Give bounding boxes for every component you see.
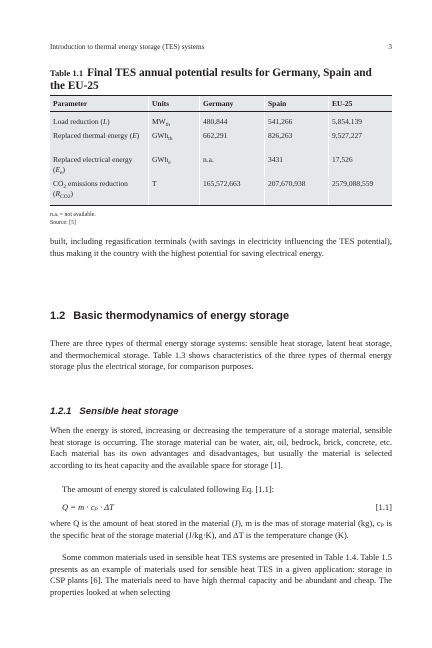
cell-germany: n.a. (200, 153, 265, 177)
equation (62, 502, 392, 514)
header-eu25: EU-25 (329, 96, 393, 112)
table-row (50, 153, 392, 177)
header-parameter: Parameter (50, 96, 149, 112)
cell-spain: 826,263 (265, 129, 329, 153)
cell-parameter: Load reduction (L) (53, 117, 110, 126)
cell-unit: $MW_{th}$ (149, 112, 200, 130)
cell-germany: 480,844 (200, 112, 265, 130)
cell-spain: 541,266 (265, 112, 329, 130)
cell-eu25: 17,526 (329, 153, 393, 177)
table-source: Source: [5] (50, 220, 76, 226)
section-title: Basic thermodynamics of energy storage (73, 310, 290, 322)
cell-parameter: Replaced electrical energy $(E_e)$ (53, 155, 133, 176)
running-head-title: Introduction to thermal energy storage (TES) systems (50, 43, 205, 51)
equation-number: [1.1] (375, 502, 392, 512)
cell-unit: GWh$_e$ (149, 153, 200, 177)
body-paragraph: The amount of energy stored is calculated following Eq. [1.1]: (62, 484, 275, 494)
table-label: Table 1.1 (50, 68, 84, 78)
cell-germany: 165,572,663 (200, 177, 265, 205)
running-head (50, 43, 392, 53)
cell-eu25: 2579,088,559 (329, 177, 393, 205)
body-paragraph: built, including regasification terminals (with savings in electricity influencing the TES potential), thus making it the country with the highest potential for saving electrical energy. (50, 236, 392, 258)
cell-unit: T (149, 177, 200, 205)
table-row (50, 112, 392, 130)
section-heading (50, 310, 289, 322)
header-germany: Germany (200, 96, 265, 112)
cell-spain: 3431 (265, 153, 329, 177)
cell-eu25: 9,527,227 (329, 129, 393, 153)
section-number: 1.2 (50, 310, 66, 322)
table-note-na: n.a. = not available. (50, 212, 96, 218)
table-notes (50, 211, 96, 227)
cell-unit: GWh$_{th}$ (149, 129, 200, 153)
subsection-heading (50, 406, 179, 417)
table-row (50, 177, 392, 205)
table-header-row (50, 96, 392, 112)
table-caption (50, 66, 380, 92)
results-table (50, 95, 392, 206)
page-number: 3 (388, 43, 392, 51)
cell-spain: 207,670,938 (265, 177, 329, 205)
body-paragraph: where Q is the amount of heat stored in the material (J), m is the mas of storage material (kg), cₚ is the specific heat of the storage material (J/kg·K), and ΔT is the temperature change (K). (50, 518, 392, 540)
equation-body: Q = m · cₚ · ΔT (62, 502, 114, 512)
header-units: Units (149, 96, 200, 112)
body-paragraph: Some common materials used in sensible heat TES systems are presented in Table 1.4. Table 1.5 presents as an example of materials used for sensible heat TES in a given application: storage in CSP plants [6]. The materials need to have high thermal capacity and be abundant and cheap. The properties looked at when selecting (50, 552, 392, 597)
cell-parameter: $CO_2$ emissions reduction $(R_{CO2})$ (53, 179, 128, 200)
body-paragraph: When the energy is stored, increasing or decreasing the temperature of a storage material, sensible heat storage is occurring. The storage material can be water, air, oil, bedrock, brick, concrete, etc. Each material has its own advantages and disadvantages, but usually the material is selected according to its heat capacity and the available space for storage [1]. (50, 425, 392, 470)
table-title: Final TES annual potential results for Germany, Spain and the EU-25 (50, 67, 372, 92)
header-spain: Spain (265, 96, 329, 112)
subsection-number: 1.2.1 (50, 406, 72, 417)
cell-germany: 662,291 (200, 129, 265, 153)
cell-parameter: Replaced thermal energy (E) (53, 131, 140, 140)
body-paragraph: There are three types of thermal energy storage systems: sensible heat storage, latent heat storage, and thermochemical storage. Table 1.3 shows characteristics of the three types of thermal energy storage plus the electrical storage, for comparison purposes. (50, 338, 392, 371)
subsection-title: Sensible heat storage (79, 406, 179, 417)
cell-eu25: 5,854,139 (329, 112, 393, 130)
table-row (50, 129, 392, 153)
